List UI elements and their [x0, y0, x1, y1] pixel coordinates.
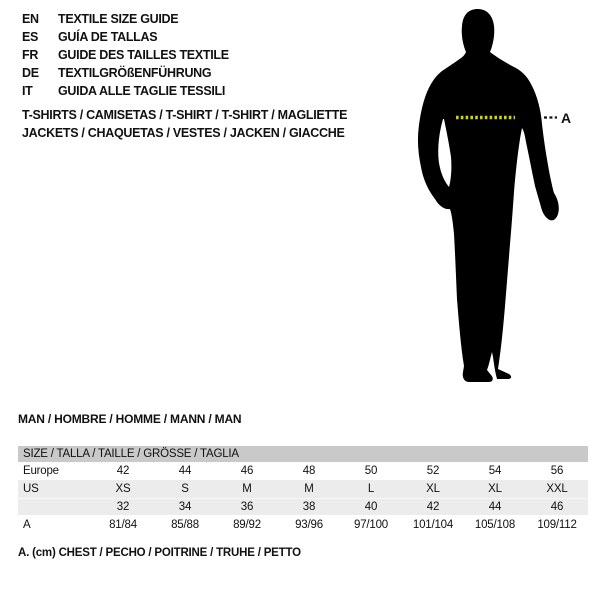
table-cell: 34 — [178, 501, 192, 513]
table-cell: 38 — [302, 501, 316, 513]
table-cell: M — [242, 483, 252, 495]
table-cell: 93/96 — [295, 519, 323, 531]
table-cell: 54 — [488, 465, 502, 477]
language-list — [22, 10, 229, 100]
language-title: GUÍA DE TALLAS — [58, 30, 158, 44]
language-title: GUIDA ALLE TAGLIE TESSILI — [58, 84, 226, 98]
table-cell: 105/108 — [474, 519, 516, 531]
table-cell: 89/92 — [233, 519, 261, 531]
measurement-footnote: A. (cm) CHEST / PECHO / POITRINE / TRUHE / PETTO — [18, 547, 301, 559]
language-code: EN — [22, 12, 39, 26]
table-cell: L — [367, 483, 375, 495]
table-row-chest-a — [18, 515, 588, 535]
language-row-es — [22, 28, 229, 46]
table-cell: 44 — [178, 465, 192, 477]
table-cell: 46 — [550, 501, 564, 513]
language-title: GUIDE DES TAILLES TEXTILE — [58, 48, 229, 62]
table-cell: XS — [115, 483, 131, 495]
language-code: DE — [22, 66, 39, 80]
table-cell: 50 — [364, 465, 378, 477]
table-cell: XL — [426, 483, 440, 495]
table-cell: 32 — [116, 501, 130, 513]
man-silhouette — [418, 9, 559, 382]
table-cell: 46 — [240, 465, 254, 477]
row-label: US — [23, 483, 39, 495]
category-lines — [22, 106, 347, 142]
language-code: FR — [22, 48, 39, 62]
row-label: A — [23, 519, 31, 531]
section-title-man: MAN / HOMBRE / HOMME / MANN / MAN — [18, 412, 242, 426]
table-row-us — [18, 480, 588, 498]
table-cell: 42 — [426, 501, 440, 513]
language-row-it — [22, 82, 229, 100]
man-silhouette-figure — [395, 0, 600, 400]
table-cell: XL — [488, 483, 502, 495]
category-jackets: JACKETS / CHAQUETAS / VESTES / JACKEN / GIACCHE — [22, 126, 345, 140]
table-cell: 56 — [550, 465, 564, 477]
table-cell: 97/100 — [354, 519, 388, 531]
table-cell: 36 — [240, 501, 254, 513]
language-row-fr — [22, 46, 229, 64]
measure-label-a: A — [561, 110, 572, 126]
table-cell: XXL — [546, 483, 568, 495]
language-row-de — [22, 64, 229, 82]
table-row-europe — [18, 462, 588, 480]
table-cell: S — [181, 483, 189, 495]
table-cell: 40 — [364, 501, 378, 513]
language-title: TEXTILE SIZE GUIDE — [58, 12, 179, 26]
size-table-header: SIZE / TALLA / TAILLE / GRÖSSE / TAGLIA — [18, 446, 588, 462]
table-cell: 109/112 — [537, 519, 577, 531]
table-cell: 44 — [488, 501, 502, 513]
table-cell: 48 — [302, 465, 316, 477]
table-cell: 85/88 — [171, 519, 199, 531]
language-title: TEXTILGRÖßENFÜHRUNG — [58, 66, 212, 80]
language-code: ES — [22, 30, 39, 44]
table-cell: M — [304, 483, 314, 495]
table-cell: 52 — [426, 465, 440, 477]
table-cell: 101/104 — [412, 519, 454, 531]
row-label: Europe — [23, 465, 59, 477]
language-row-en — [22, 10, 229, 28]
table-cell: 81/84 — [109, 519, 137, 531]
category-tshirts: T-SHIRTS / CAMISETAS / T-SHIRT / T-SHIRT / MAGLIETTE — [22, 108, 348, 122]
language-code: IT — [22, 84, 33, 98]
table-row-numeric — [18, 498, 588, 515]
size-table — [18, 446, 588, 535]
table-cell: 42 — [116, 465, 130, 477]
